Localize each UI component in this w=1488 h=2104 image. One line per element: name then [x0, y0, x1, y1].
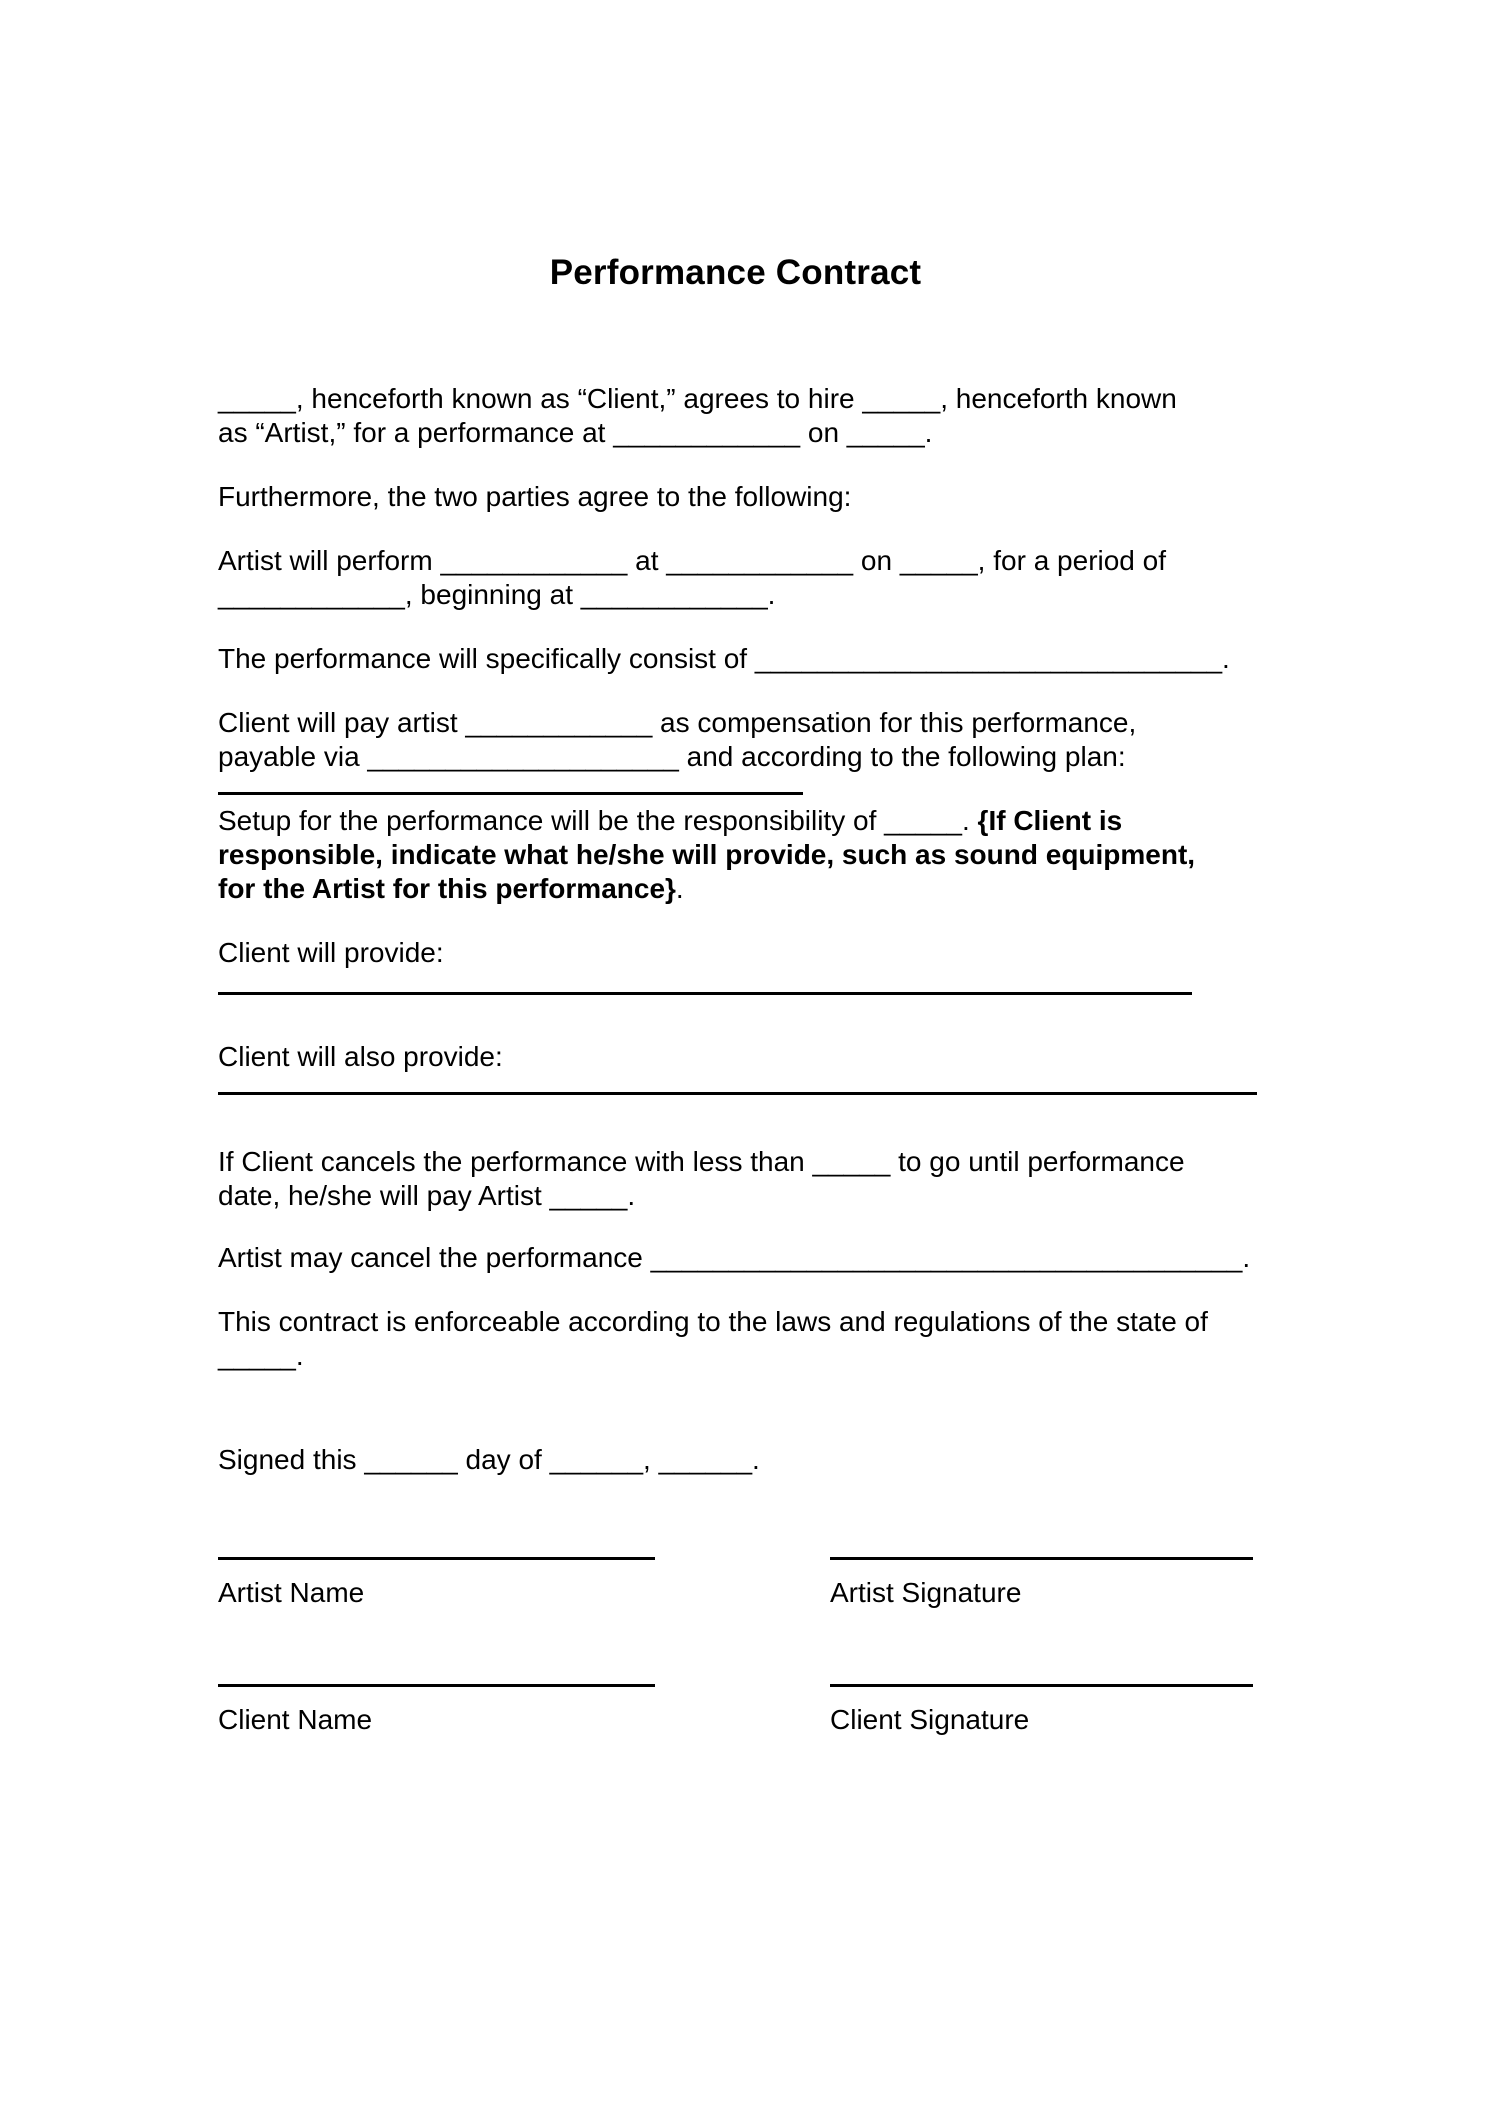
governing-law-line-2: _____.	[218, 1340, 304, 1371]
intro-line-2: as “Artist,” for a performance at ____________ on _____.	[218, 417, 933, 448]
signed-date-paragraph	[218, 1443, 1253, 1477]
setup-line-1-bold: {If Client is	[977, 805, 1123, 836]
setup-line-1	[218, 804, 1253, 838]
setup-line-3	[218, 872, 1253, 906]
artist-cancellation-paragraph	[218, 1241, 1253, 1275]
contract-title: Performance Contract	[549, 253, 922, 292]
governing-law-paragraph	[218, 1305, 1253, 1373]
setup-line-3-period: .	[675, 873, 684, 904]
artist-name-label: Artist Name	[218, 1577, 365, 1608]
payment-line-1: Client will pay artist ____________ as compensation for this performance,	[218, 707, 1137, 738]
setup-line-3-bold: for the Artist for this performance}	[218, 873, 676, 904]
consist-paragraph	[218, 642, 1253, 676]
artist-signature-signing-line	[830, 1557, 1253, 1560]
client-signature-signing-line	[830, 1684, 1253, 1687]
setup-line-2: responsible, indicate what he/she will provide, such as sound equipment,	[218, 839, 1196, 870]
signature-block	[218, 1557, 1253, 1737]
signed-date-line: Signed this ______ day of ______, ______.	[218, 1444, 760, 1475]
perform-line-1: Artist will perform ____________ at ____________ on _____, for a period of	[218, 545, 1167, 576]
client-also-provide-label: Client will also provide:	[218, 1041, 503, 1072]
client-name-signing-line	[218, 1684, 655, 1687]
payment-paragraph	[218, 706, 1253, 774]
artist-cancellation-line: Artist may cancel the performance ______________________________________.	[218, 1242, 1251, 1273]
consist-line: The performance will specifically consist of ______________________________.	[218, 643, 1230, 674]
setup-paragraph	[218, 804, 1253, 906]
setup-line-1-normal: Setup for the performance will be the responsibility of _____.	[218, 805, 978, 836]
artist-signature-column	[830, 1557, 1253, 1610]
artist-signature-label: Artist Signature	[830, 1577, 1022, 1608]
client-signature-column	[830, 1684, 1253, 1737]
payment-plan-blank-line	[218, 792, 803, 795]
furthermore-paragraph	[218, 480, 1253, 514]
client-provide-label: Client will provide:	[218, 937, 444, 968]
client-cancellation-line-1: If Client cancels the performance with less than _____ to go until performance	[218, 1146, 1185, 1177]
client-signature-row	[218, 1684, 1253, 1737]
client-also-provide-paragraph	[218, 1040, 1253, 1074]
perform-line-2: ____________, beginning at ____________.	[218, 579, 776, 610]
artist-name-signing-line	[218, 1557, 655, 1560]
intro-paragraph	[218, 382, 1253, 450]
client-also-provide-blank-line	[218, 1092, 1257, 1095]
perform-paragraph	[218, 544, 1253, 612]
artist-signature-row	[218, 1557, 1253, 1610]
client-name-column	[218, 1684, 655, 1737]
intro-line-1: _____, henceforth known as “Client,” agrees to hire _____, henceforth known	[218, 383, 1177, 414]
artist-name-column	[218, 1557, 655, 1610]
client-cancellation-paragraph	[218, 1145, 1253, 1213]
payment-line-2: payable via ____________________ and according to the following plan:	[218, 741, 1126, 772]
client-signature-label: Client Signature	[830, 1704, 1030, 1735]
governing-law-line-1: This contract is enforceable according to the laws and regulations of the state of	[218, 1306, 1208, 1337]
client-provide-blank-line	[218, 992, 1192, 995]
client-name-label: Client Name	[218, 1704, 373, 1735]
furthermore-line: Furthermore, the two parties agree to the following:	[218, 481, 852, 512]
client-cancellation-line-2: date, he/she will pay Artist _____.	[218, 1180, 636, 1211]
client-provide-paragraph	[218, 936, 1253, 970]
